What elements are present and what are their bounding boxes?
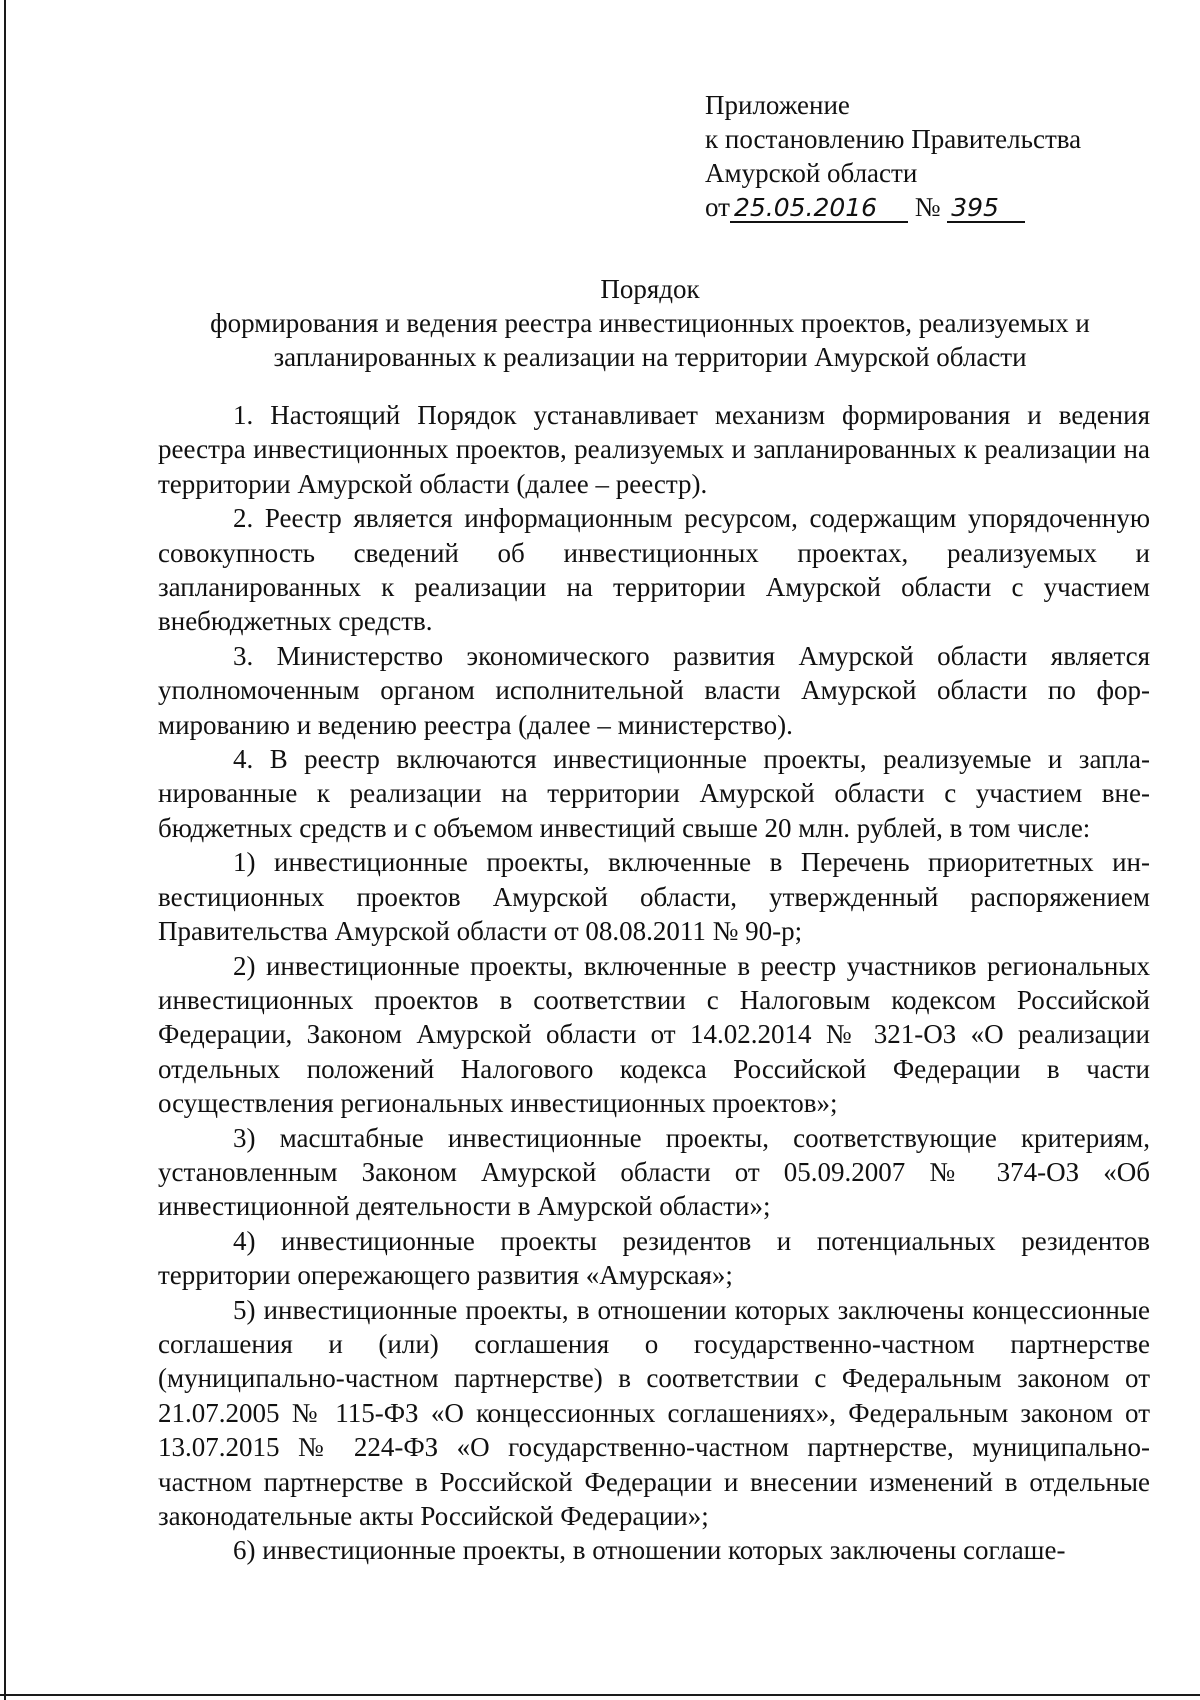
handwritten-date: 25.05.2016 (730, 195, 908, 223)
document-title (150, 272, 1150, 374)
date-prefix: от (705, 192, 730, 222)
appendix-region: Амурской области (705, 158, 918, 188)
paragraph-3: 3. Министерство экономического развития Амурской области является уполномоченным органом исполнительной власти Амурской области по формированию и ведению реестра (далее – министерство). (158, 640, 1150, 740)
document-body (158, 398, 1150, 1568)
title-subtitle-line-1: формирования и ведения реестра инвестиционных проектов, реализуемых и (210, 308, 1090, 338)
list-item-5: 5) инвестиционные проекты, в отношении которых заключены концессионные соглашения и (или) соглашения о государственно-частном партнерстве (муниципально-частном партнерстве) в соответствии с Федеральным законом от 21.07.2005 № 115-ФЗ «О концессионных соглашениях», Федеральным законом от 13.07.2015 № 224-ФЗ «О государственно-частном партнерстве, муниципально-частном партнерстве в Российской Федерации и внесении изменений в отдельные законодательные акты Российской Федерации»; (158, 1294, 1150, 1531)
appendix-block (705, 88, 1081, 224)
appendix-resolution-ref: к постановлению Правительства (705, 124, 1082, 154)
paragraph-2: 2. Реестр является информационным ресурсом, содержащим упорядоченную совокупность сведений об инвестиционных проектах, реализуемых и запланированных к реализации на территории Амурской области с участием внебюджетных средств. (158, 503, 1150, 637)
title-subtitle-line-2: запланированных к реализации на территории Амурской области (273, 342, 1027, 372)
appendix-label: Приложение (705, 90, 850, 120)
paragraph-4: 4. В реестр включаются инвестиционные проекты, реализуемые и запланированные к реализации на территории Амурской области с участием внебюджетных средств и с объемом инвестиций свыше 20 млн. рублей, в том числе: (158, 744, 1150, 843)
paragraph-1: 1. Настоящий Порядок устанавливает механизм формирования и ведения реестра инвестиционных проектов, реализуемых и запланированных к реализации на территории Амурской области (далее – реестр). (158, 400, 1150, 499)
list-item-6: 6) инвестиционные проекты, в отношении которых заключены соглаше- (233, 1535, 1066, 1566)
scan-border-bottom (0, 1694, 1200, 1696)
number-prefix: № (914, 192, 941, 222)
appendix-date-number (705, 190, 1081, 224)
title-heading: Порядок (600, 274, 700, 304)
list-item-4: 4) инвестиционные проекты резидентов и потенциальных резидентов территории опережающего развития «Амурская»; (158, 1225, 1150, 1291)
list-item-3: 3) масштабные инвестиционные проекты, соответствующие критериям, установленным Законом Амурской области от 05.09.2007 № 374-ОЗ «Об инвестиционной деятельности в Амурской области»; (158, 1122, 1150, 1222)
scan-border-left (4, 0, 6, 1700)
list-item-1: 1) инвестиционные проекты, включенные в Перечень приоритетных инвестиционных проектов Амурской области, утвержденный распоряжением Правительства Амурской области от 08.08.2011 № 90-р; (158, 847, 1150, 947)
handwritten-number: 395 (947, 195, 1025, 223)
list-item-2: 2) инвестиционные проекты, включенные в реестр участников региональных инвестиционных проектов в соответствии с Налоговым кодексом Российской Федерации, Законом Амурской области от 14.02.2014 № 321-ОЗ «О реализации отдельных положений Налогового кодекса Российской Федерации в части осуществления региональных инвестиционных проектов»; (158, 950, 1150, 1119)
